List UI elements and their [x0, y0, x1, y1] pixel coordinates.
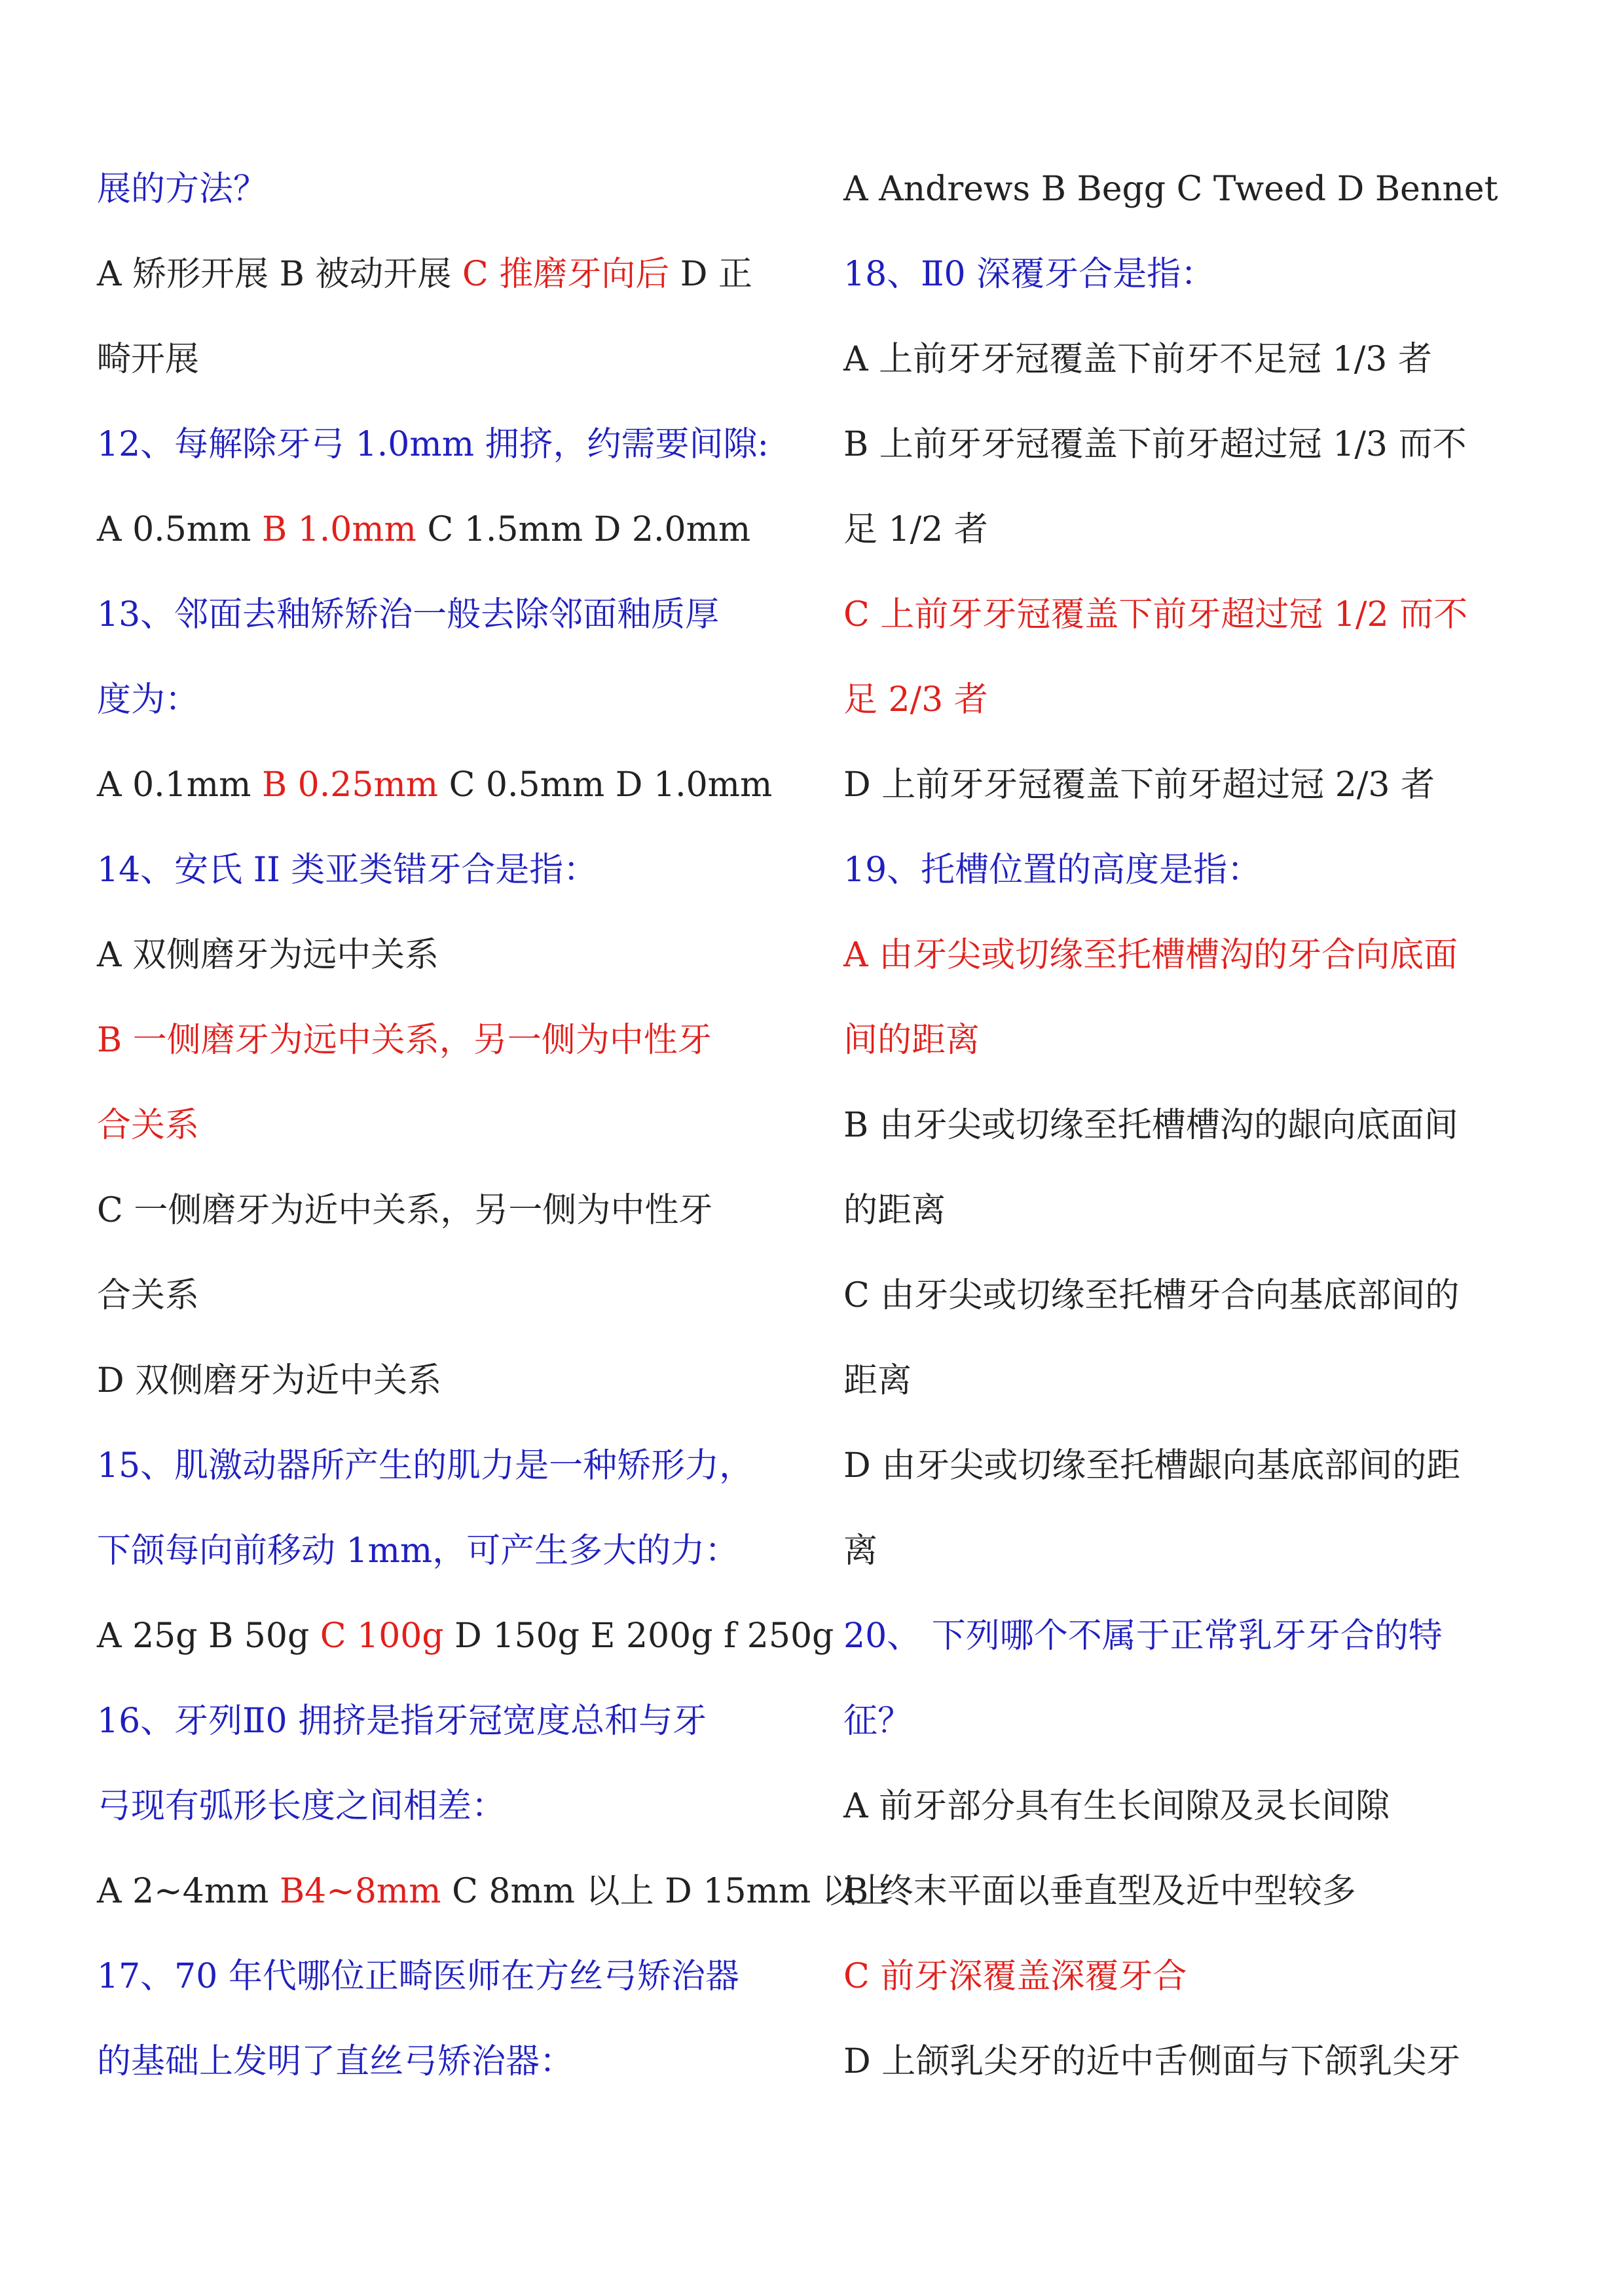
line-text: 19、托槽位置的高度是指： [843, 850, 1262, 890]
answer-line [843, 2026, 1570, 2111]
line-text: 14、安氏 II 类亚类错牙合是指： [97, 850, 598, 890]
answer-line [97, 1260, 811, 1345]
line-text: 距离 [843, 1361, 912, 1400]
question-line [97, 2026, 811, 2111]
line-text: 18、Ⅱ0 深覆牙合是指： [843, 255, 1215, 294]
line-text: 16、牙列Ⅱ0 拥挤是指牙冠宽度总和与牙 [97, 1702, 707, 1741]
line-text: D 双侧磨牙为近中关系 [97, 1361, 442, 1400]
answer-line [843, 665, 1570, 750]
question-line [843, 1601, 1570, 1686]
answer-line [843, 750, 1570, 835]
correct-answer-text: B 1.0mm [261, 510, 416, 549]
line-text: A 前牙部分具有生长间隙及灵长间隙 [843, 1787, 1390, 1826]
line-text: C 1.5mm D 2.0mm [416, 510, 751, 549]
answer-line [97, 494, 811, 579]
line-text: D 正 [669, 255, 752, 294]
line-text: 15、肌激动器所产生的肌力是一种矫形力， [97, 1446, 754, 1485]
question-line [97, 1430, 811, 1516]
answer-line [843, 1005, 1570, 1090]
answer-line [843, 1090, 1570, 1175]
question-line [843, 1686, 1570, 1771]
line-text: 离 [843, 1531, 878, 1571]
line-text: D 上颌乳尖牙的近中舌侧面与下颌乳尖牙 [843, 2042, 1461, 2081]
answer-line [843, 1260, 1570, 1345]
line-text: C 由牙尖或切缘至托槽牙合向基底部间的 [843, 1276, 1460, 1315]
correct-answer-text: C 100g [320, 1616, 444, 1656]
line-text: 度为： [97, 680, 200, 720]
correct-answer-text: C 前牙深覆盖深覆牙合 [843, 1957, 1187, 1996]
line-text: D 150g E 200g f 250g [443, 1616, 834, 1656]
question-line [97, 1516, 811, 1601]
line-text: D 上前牙牙冠覆盖下前牙超过冠 2/3 者 [843, 765, 1435, 805]
answer-line [97, 1175, 811, 1260]
line-text: 的距离 [843, 1191, 946, 1230]
question-line [843, 239, 1570, 324]
line-text: 弓现有弧形长度之间相差： [97, 1787, 506, 1826]
line-text: 20、 下列哪个不属于正常乳牙牙合的特 [843, 1616, 1443, 1656]
line-text: 合关系 [97, 1276, 200, 1315]
line-text: 畸开展 [97, 340, 200, 379]
line-text: C 8mm 以上 D 15mm 以上 [441, 1872, 890, 1911]
answer-line [843, 1941, 1570, 2026]
line-text: 17、70 年代哪位正畸医师在方丝弓矫治器 [97, 1957, 739, 1996]
question-line [97, 835, 811, 920]
correct-answer-text: B4~8mm [279, 1872, 441, 1911]
answer-line [97, 324, 811, 409]
answer-line [843, 1516, 1570, 1601]
correct-answer-text: B 一侧磨牙为远中关系，另一侧为中性牙 [97, 1021, 712, 1060]
correct-answer-text: 合关系 [97, 1106, 200, 1145]
line-text: C 0.5mm D 1.0mm [438, 765, 773, 805]
line-text: A 25g B 50g [97, 1616, 320, 1656]
line-text: A 上前牙牙冠覆盖下前牙不足冠 1/3 者 [843, 340, 1432, 379]
question-line [97, 1771, 811, 1856]
line-text: A 2~4mm [97, 1872, 280, 1911]
line-text: 足 1/2 者 [843, 510, 988, 549]
question-line [97, 665, 811, 750]
correct-answer-text: 足 2/3 者 [843, 680, 988, 720]
correct-answer-text: B 0.25mm [261, 765, 439, 805]
line-text: A 0.5mm [97, 510, 262, 549]
correct-answer-text: C 推磨牙向后 [462, 255, 670, 294]
question-line [97, 1686, 811, 1771]
answer-line [97, 920, 811, 1005]
answer-line [97, 750, 811, 835]
answer-line [97, 239, 811, 324]
line-text: B 由牙尖或切缘至托槽槽沟的龈向底面间 [843, 1106, 1458, 1145]
line-text: 12、每解除牙弓 1.0mm 拥挤，约需要间隙: [97, 425, 769, 464]
line-text: A Andrews B Begg C Tweed D Bennet [843, 170, 1498, 209]
line-text: D 由牙尖或切缘至托槽龈向基底部间的距 [843, 1446, 1461, 1485]
line-text: 展的方法？ [97, 170, 268, 209]
answer-line [843, 1175, 1570, 1260]
question-line [97, 154, 811, 239]
line-text: 征？ [843, 1702, 912, 1741]
answer-line [843, 1771, 1570, 1856]
question-line [97, 579, 811, 665]
answer-line [843, 1345, 1570, 1430]
answer-line [843, 1856, 1570, 1941]
answer-line [843, 920, 1570, 1005]
answer-line [97, 1345, 811, 1430]
answer-line [97, 1601, 834, 1686]
correct-answer-text: 间的距离 [843, 1021, 980, 1060]
question-line [97, 409, 811, 494]
answer-line [843, 324, 1570, 409]
answer-line [843, 494, 1570, 579]
answer-line [97, 1090, 811, 1175]
line-text: 的基础上发明了直丝弓矫治器： [97, 2042, 574, 2081]
answer-line [97, 1005, 811, 1090]
answer-line [97, 1856, 890, 1941]
question-line [97, 1941, 811, 2026]
line-text: A 双侧磨牙为远中关系 [97, 936, 439, 975]
answer-line [843, 579, 1570, 665]
correct-answer-text: C 上前牙牙冠覆盖下前牙超过冠 1/2 而不 [843, 595, 1468, 634]
answer-line [843, 409, 1570, 494]
line-text: A 矫形开展 B 被动开展 [97, 255, 462, 294]
line-text: C 一侧磨牙为近中关系，另一侧为中性牙 [97, 1191, 713, 1230]
right-column [843, 154, 1570, 2111]
line-text: 13、邻面去釉矫矫治一般去除邻面釉质厚 [97, 595, 720, 634]
correct-answer-text: A 由牙尖或切缘至托槽槽沟的牙合向底面 [843, 936, 1458, 975]
line-text: B 终末平面以垂直型及近中型较多 [843, 1872, 1356, 1911]
line-text: A 0.1mm [97, 765, 262, 805]
answer-line [843, 1430, 1570, 1516]
answer-line [843, 154, 1570, 239]
question-line [843, 835, 1570, 920]
line-text: 下颌每向前移动 1mm，可产生多大的力： [97, 1531, 739, 1571]
line-text: B 上前牙牙冠覆盖下前牙超过冠 1/3 而不 [843, 425, 1467, 464]
